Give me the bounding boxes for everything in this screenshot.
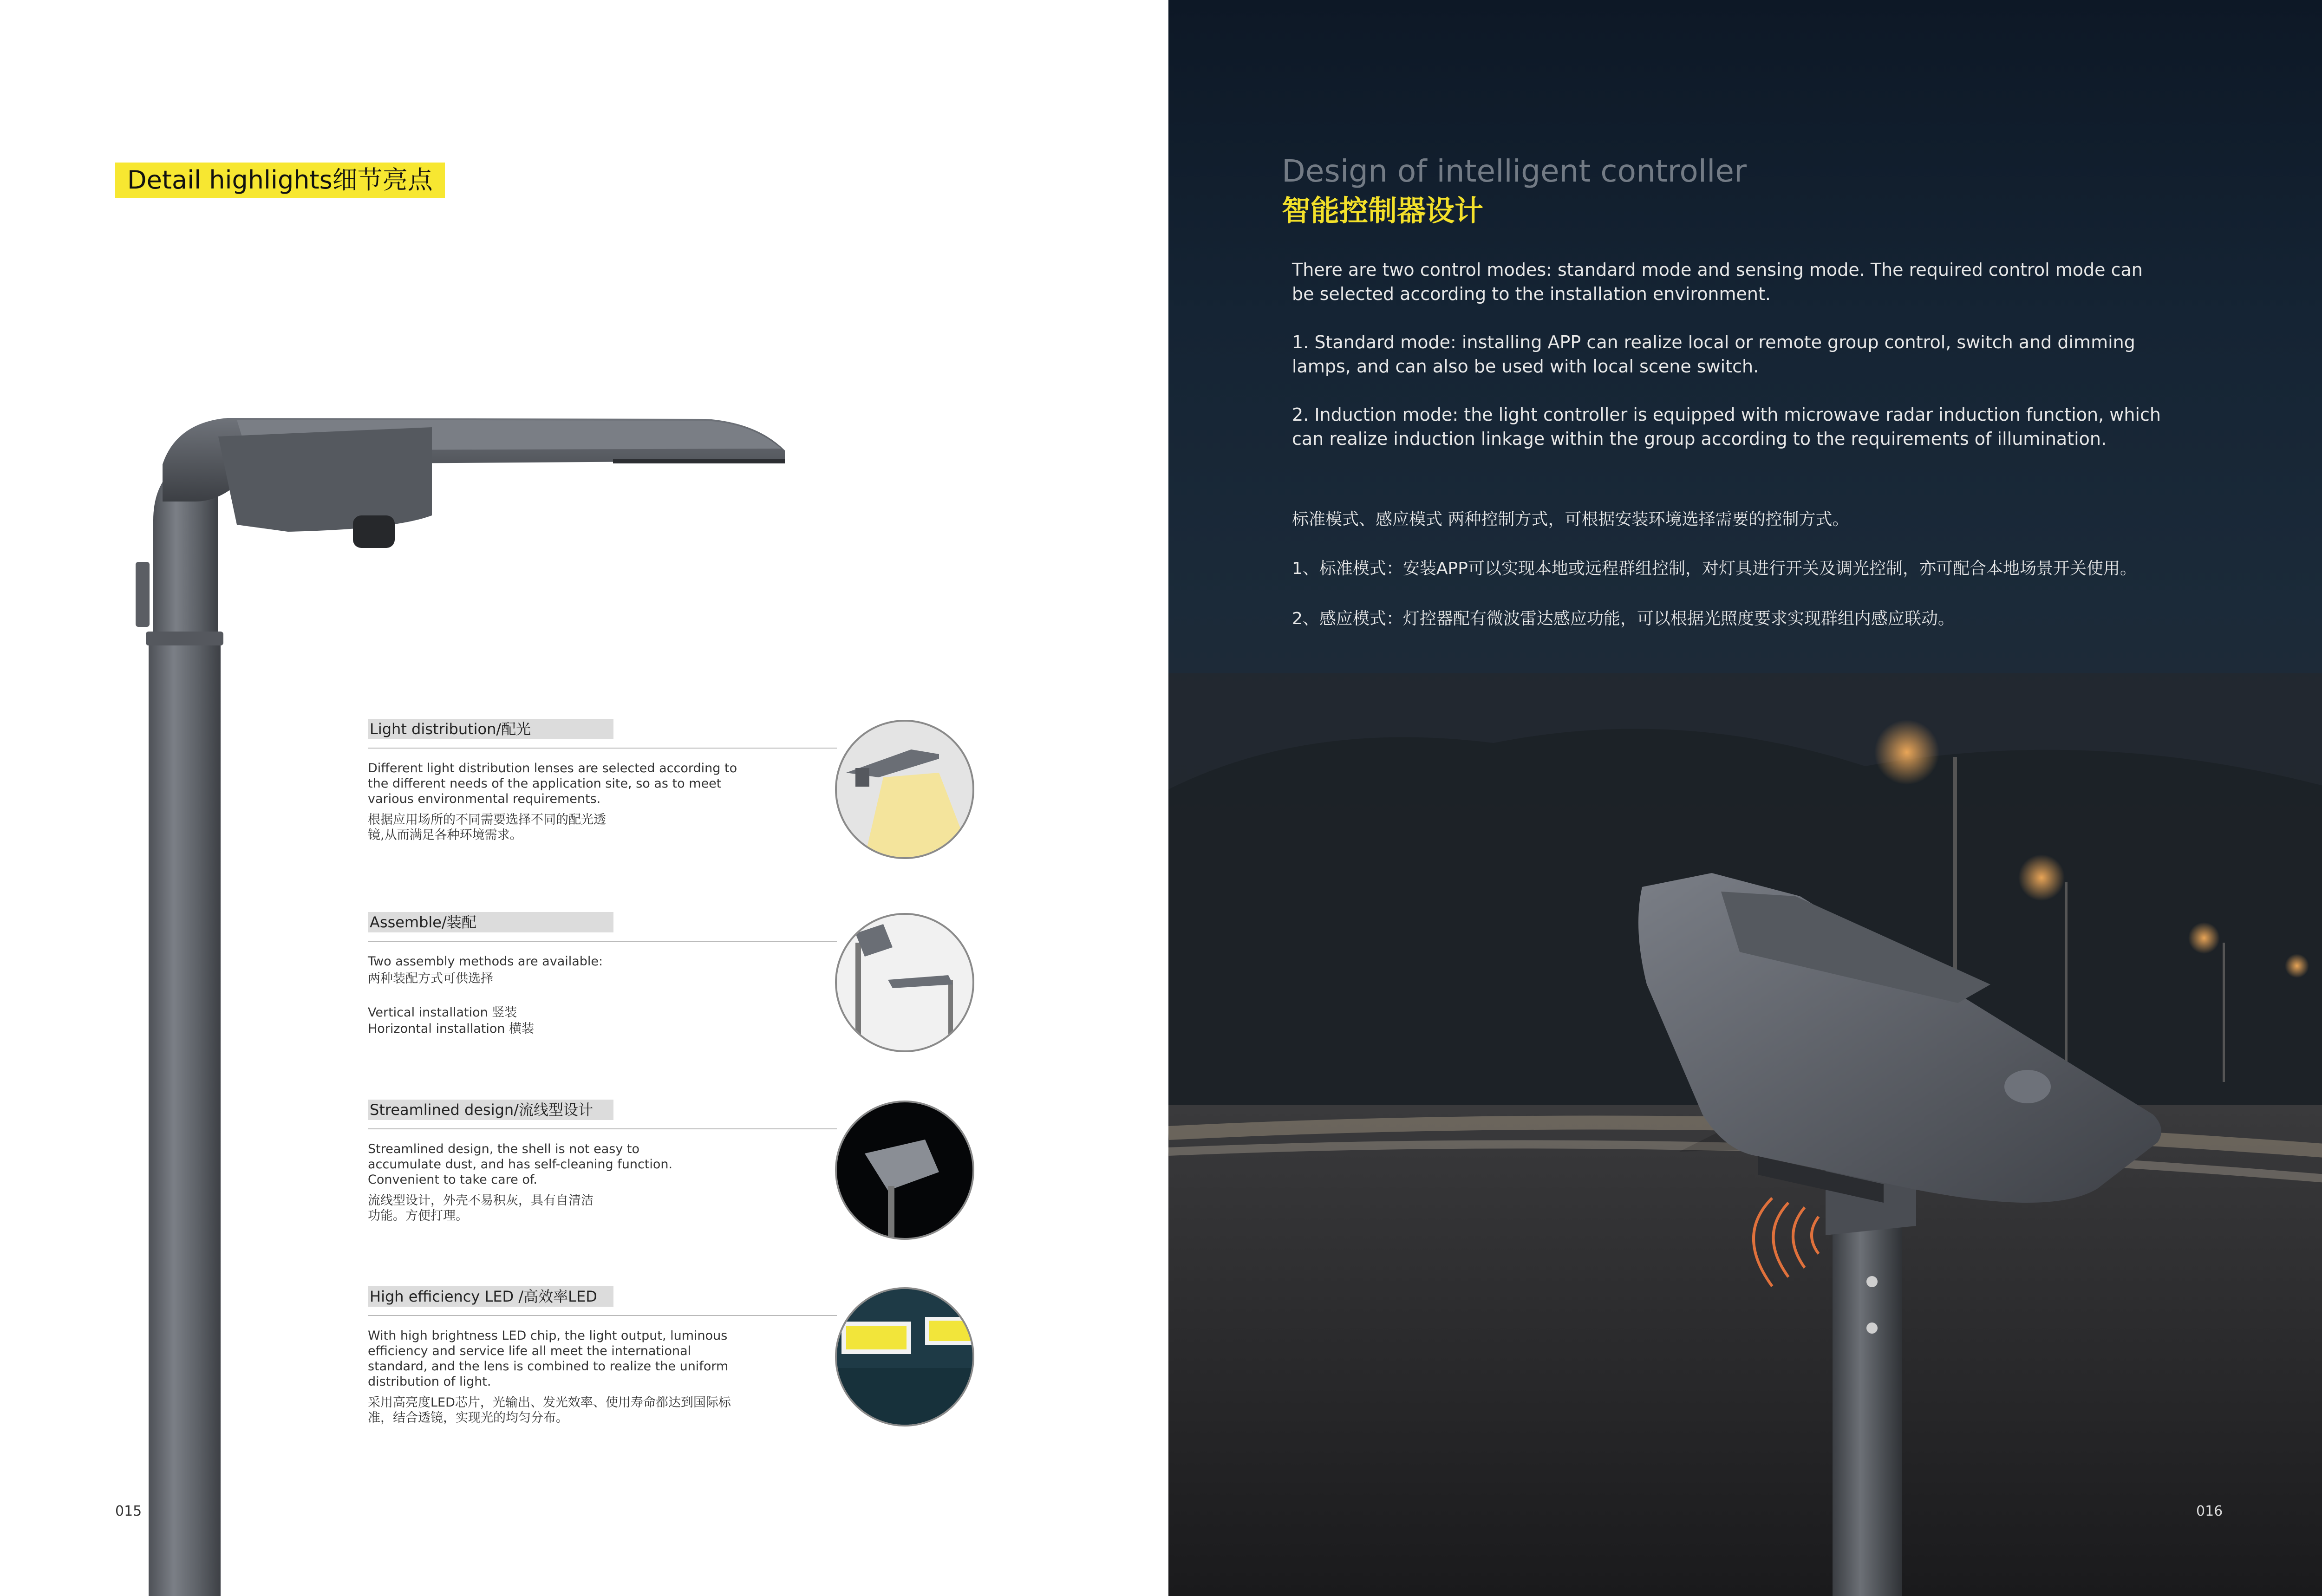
vertical-installation-text: Vertical installation 竖装: [368, 1005, 517, 1020]
section-heading: Assemble/装配: [368, 912, 613, 932]
paragraph-induction-mode: 2. Induction mode: the light controller is equipped with microwave radar induction function, which can realize induction linkage within the group according to the requirements of illumination.: [1292, 404, 2161, 449]
section-heading: Light distribution/配光: [368, 719, 613, 739]
section-high-efficiency-led: [368, 1286, 837, 1431]
controller-title-cn: 智能控制器设计: [1282, 194, 1484, 228]
section-light-distribution: [368, 719, 837, 848]
led-chip-image: [835, 1287, 974, 1427]
streamlined-lamp-graphic: [837, 1102, 972, 1238]
paragraph-induction-mode-cn: 2、感应模式：灯控器配有微波雷达感应功能，可以根据光照度要求实现群组内感应联动。: [1292, 609, 1955, 628]
paragraph-standard-mode-cn: 1、标准模式：安装APP可以实现本地或远程群组控制，对灯具进行开关及调光控制，亦可配合本地场景开关使用。: [1292, 559, 2137, 578]
right-page: [1168, 0, 2322, 1596]
section-text-cn: 根据应用场所的不同需要选择不同的配光透镜,从而满足各种环境需求。: [368, 813, 606, 842]
section-text-en: Two assembly methods are available:: [368, 954, 603, 969]
controller-title-en: Design of intelligent controller: [1282, 153, 1747, 189]
section-text-cn: 采用高亮度LED芯片，光输出、发光效率、使用寿命都达到国际标准，结合透镜，实现光的均匀分布。: [368, 1395, 731, 1425]
page-number: 015: [115, 1503, 142, 1519]
section-heading: Streamlined design/流线型设计: [368, 1100, 613, 1120]
section-streamlined-design: [368, 1100, 837, 1229]
controller-description-en: [1292, 258, 2165, 475]
section-text-en: With high brightness LED chip, the light output, luminous efficiency and service life all meet the international standard, and the lens is combined to realize the uniform distribution of light.: [368, 1329, 729, 1389]
section-divider: [368, 748, 837, 749]
lamp-beam-graphic: [837, 722, 972, 857]
section-text-en: Different light distribution lenses are selected according to the different needs of the application site, so as to meet various environmental requirements.: [368, 761, 737, 806]
page-number: 016: [2196, 1503, 2223, 1519]
led-chip-graphic: [837, 1289, 972, 1425]
streamlined-design-image: [835, 1101, 974, 1240]
paragraph-modes: There are two control modes: standard mode and sensing mode. The required control mode can be selected according to the installation environment.: [1292, 260, 2143, 304]
section-divider: [368, 1315, 837, 1316]
section-text-en: Streamlined design, the shell is not easy to accumulate dust, and has self-cleaning function. Convenient to take care of.: [368, 1142, 673, 1187]
paragraph-modes-cn: 标准模式、感应模式 两种控制方式，可根据安装环境选择需要的控制方式。: [1292, 510, 1849, 529]
section-heading: High efficiency LED /高效率LED: [368, 1286, 613, 1307]
section-body: [368, 1141, 739, 1224]
section-text-cn: 流线型设计，外壳不易积灰，具有自清洁功能。方便打理。: [368, 1193, 594, 1223]
paragraph-standard-mode: 1. Standard mode: installing APP can realize local or remote group control, switch and dimming lamps, and can also be used with local scene switch.: [1292, 332, 2135, 377]
assemble-image: [835, 913, 974, 1052]
section-divider: [368, 941, 837, 942]
section-divider: [368, 1128, 837, 1129]
section-text-cn: 两种装配方式可供选择: [368, 971, 493, 986]
section-assemble: [368, 912, 837, 1042]
section-body: [368, 1328, 739, 1426]
light-distribution-image: [835, 720, 974, 859]
horizontal-installation-text: Horizontal installation 横装: [368, 1022, 535, 1036]
assembly-graphic: [837, 915, 972, 1050]
night-road-background: [1168, 0, 2322, 1596]
section-body: [368, 761, 739, 843]
section-body: [368, 954, 739, 1036]
page-title: Detail highlights细节亮点: [115, 163, 445, 198]
